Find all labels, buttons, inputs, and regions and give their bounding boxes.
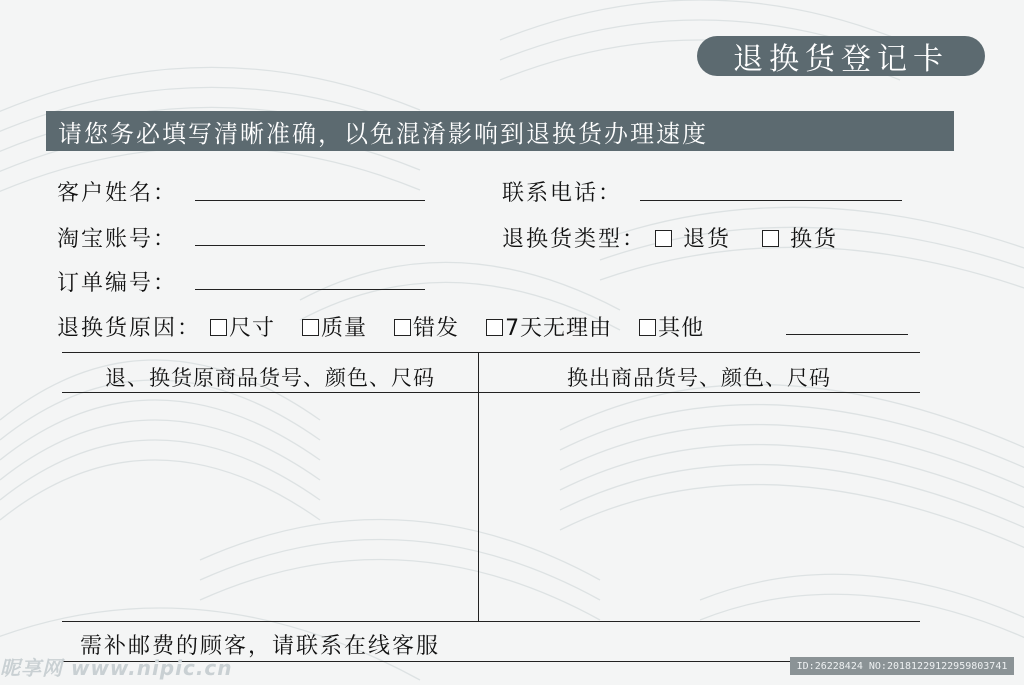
wrong-shipment-checkbox[interactable]	[394, 319, 411, 336]
reason-option-wrong[interactable]	[394, 311, 459, 342]
reason-row	[57, 311, 704, 342]
reason-option-quality[interactable]	[302, 311, 367, 342]
table-divider	[478, 352, 479, 622]
other-label: 其他	[658, 316, 705, 341]
quality-label: 质量	[321, 316, 368, 341]
phone-field[interactable]	[640, 200, 902, 201]
exchange-checkbox[interactable]	[762, 230, 779, 247]
footer-note: 需补邮费的顾客，请联系在线客服	[80, 634, 441, 659]
table-header-border	[62, 392, 920, 393]
return-option[interactable]	[655, 222, 731, 253]
table-bottom-border	[62, 621, 920, 622]
card-title: 退换货登记卡	[697, 36, 985, 76]
reason-option-size[interactable]	[210, 311, 275, 342]
taobao-account-field[interactable]	[195, 245, 425, 246]
exchange-item-header: 换出商品货号、颜色、尺码	[567, 366, 831, 390]
quality-checkbox[interactable]	[302, 319, 319, 336]
phone-label: 联系电话：	[502, 181, 623, 206]
return-type-row	[502, 222, 860, 253]
original-item-cell[interactable]	[64, 395, 476, 619]
return-checkbox[interactable]	[655, 230, 672, 247]
exchange-option-label: 换货	[790, 227, 839, 252]
notice-banner: 请您务必填写清晰准确，以免混淆影响到退换货办理速度	[46, 111, 954, 151]
other-reason-field[interactable]	[786, 334, 908, 335]
exchange-item-cell[interactable]	[481, 395, 918, 619]
size-label: 尺寸	[229, 316, 276, 341]
table-top-border	[62, 352, 920, 353]
other-checkbox[interactable]	[639, 319, 656, 336]
reason-option-other[interactable]	[639, 311, 704, 342]
customer-name-label: 客户姓名：	[57, 181, 178, 206]
return-type-label: 退换货类型：	[502, 227, 647, 252]
watermark-site: 昵享网 www.nipic.cn	[0, 656, 233, 680]
seven-day-label: 7天无理由	[505, 316, 613, 341]
taobao-account-label: 淘宝账号：	[57, 227, 178, 252]
reason-option-7day[interactable]	[486, 311, 612, 342]
wrong-shipment-label: 错发	[413, 316, 460, 341]
customer-name-field[interactable]	[195, 200, 425, 201]
watermark-id: ID:26228424 NO:20181229122959803741	[790, 657, 1014, 675]
reason-label: 退换货原因：	[57, 316, 202, 341]
original-item-header: 退、换货原商品货号、颜色、尺码	[105, 366, 435, 390]
return-option-label: 退货	[683, 227, 732, 252]
size-checkbox[interactable]	[210, 319, 227, 336]
order-number-label: 订单编号：	[57, 271, 178, 296]
seven-day-checkbox[interactable]	[486, 319, 503, 336]
order-number-field[interactable]	[195, 289, 425, 290]
exchange-option[interactable]	[762, 222, 838, 253]
